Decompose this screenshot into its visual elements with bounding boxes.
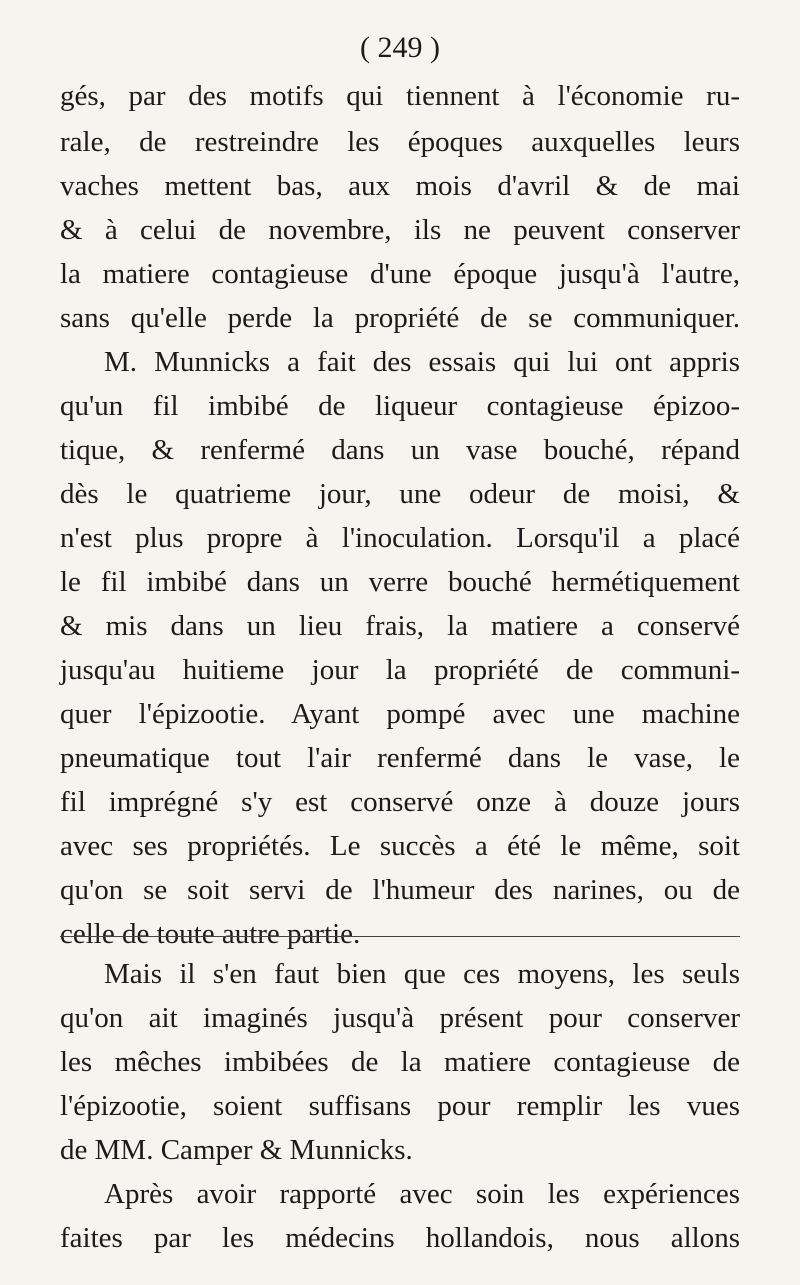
text-line-2: rale, de restreindre les époques auxquelles leurs bbox=[60, 126, 740, 158]
text-line-16: pneumatique tout l'air renfermé dans le vase, le bbox=[60, 742, 740, 774]
text-line-26: Après avoir rapporté avec soin les expériences bbox=[104, 1178, 740, 1210]
text-line-9: tique, & renfermé dans un vase bouché, répand bbox=[60, 434, 740, 466]
text-line-13: & mis dans un lieu frais, la matiere a conservé bbox=[60, 610, 740, 642]
text-line-6: sans qu'elle perde la propriété de se communiquer. bbox=[60, 302, 740, 334]
text-line-15: quer l'épizootie. Ayant pompé avec une machine bbox=[60, 698, 740, 730]
text-line-5: la matiere contagieuse d'une époque jusqu'à l'autre, bbox=[60, 258, 740, 290]
text-line-3: vaches mettent bas, aux mois d'avril & de mai bbox=[60, 170, 740, 202]
text-line-14: jusqu'au huitieme jour la propriété de communi- bbox=[60, 654, 740, 686]
text-line-24: l'épizootie, soient suffisans pour remplir les vues bbox=[60, 1090, 740, 1122]
text-line-1: gés, par des motifs qui tiennent à l'économie ru- bbox=[60, 80, 740, 112]
text-line-27: faites par les médecins hollandois, nous allons bbox=[60, 1222, 740, 1254]
text-line-25: de MM. Camper & Munnicks. bbox=[60, 1134, 413, 1166]
text-line-12: le fil imbibé dans un verre bouché hermétiquement bbox=[60, 566, 740, 598]
text-line-10: dès le quatrieme jour, une odeur de moisi, & bbox=[60, 478, 740, 510]
page-number: ( 249 ) bbox=[360, 31, 440, 64]
text-line-8: qu'un fil imbibé de liqueur contagieuse épizoo- bbox=[60, 390, 740, 422]
text-line-21: Mais il s'en faut bien que ces moyens, les seuls bbox=[104, 958, 740, 990]
text-line-19: qu'on se soit servi de l'humeur des narines, ou de bbox=[60, 874, 740, 906]
text-line-7: M. Munnicks a fait des essais qui lui ont appris bbox=[104, 346, 740, 378]
text-line-4: & à celui de novembre, ils ne peuvent conserver bbox=[60, 214, 740, 246]
text-line-17: fil imprégné s'y est conservé onze à douze jours bbox=[60, 786, 740, 818]
text-line-20: celle de toute autre partie. bbox=[60, 918, 361, 950]
text-line-18: avec ses propriétés. Le succès a été le même, soit bbox=[60, 830, 740, 862]
section-separator bbox=[60, 936, 740, 937]
text-line-11: n'est plus propre à l'inoculation. Lorsqu'il a placé bbox=[60, 522, 740, 554]
text-line-23: les mêches imbibées de la matiere contagieuse de bbox=[60, 1046, 740, 1078]
text-line-22: qu'on ait imaginés jusqu'à présent pour conserver bbox=[60, 1002, 740, 1034]
